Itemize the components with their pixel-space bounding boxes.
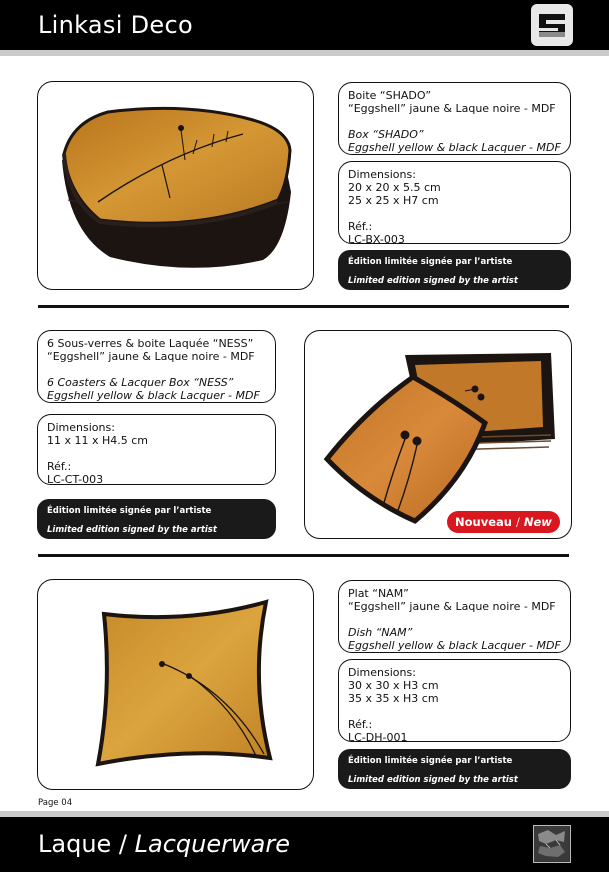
dimension-value: 11 x 11 x H4.5 cm (47, 434, 149, 447)
brand-name: Linkasi Deco (38, 11, 193, 39)
section-divider (38, 554, 569, 557)
page-number: Page 04 (38, 798, 73, 808)
product-description (37, 330, 276, 403)
product-specs (338, 161, 571, 244)
limited-edition-badge (338, 749, 571, 789)
product-name-fr: Boite “SHADO” (348, 89, 432, 102)
product-name-en: Box “SHADO” (348, 128, 424, 141)
new-badge-en: New (523, 515, 552, 529)
dimensions-label: Dimensions: (348, 666, 416, 679)
product-name-fr: 6 Sous-verres & boite Laquée “NESS” (47, 337, 254, 350)
product-material-fr: “Eggshell” jaune & Laque noire - MDF (47, 350, 255, 363)
section-title-fr: Laque / (38, 830, 128, 858)
section-title (38, 830, 290, 858)
limited-edition-badge (37, 499, 276, 539)
limited-edition-fr: Édition limitée signée par l’artiste (47, 506, 212, 516)
section-title-en: Lacquerware (134, 830, 290, 858)
product-name-en: 6 Coasters & Lacquer Box “NESS” (47, 376, 234, 389)
limited-edition-en: Limited edition signed by the artist (348, 775, 518, 785)
dimension-value: 30 x 30 x H3 cm (348, 679, 439, 692)
header-band (0, 50, 609, 56)
page-footer (0, 817, 609, 872)
section-divider (38, 305, 569, 308)
product-description (338, 580, 571, 653)
product-specs (338, 659, 571, 742)
new-badge-separator: / (515, 515, 520, 529)
product-name-fr: Plat “NAM” (348, 587, 409, 600)
dimension-value: 20 x 20 x 5.5 cm (348, 181, 441, 194)
ref-value: LC-DH-001 (348, 731, 408, 742)
product-material-en: Eggshell yellow & black Lacquer - MDF (348, 639, 561, 652)
product-image-nam-dish (37, 579, 314, 790)
brand-logo-icon (531, 4, 573, 46)
ref-value: LC-CT-003 (47, 473, 104, 485)
product-image-shado-box (37, 81, 314, 290)
product-name-en: Dish “NAM” (348, 626, 413, 639)
product-material-en: Eggshell yellow & black Lacquer - MDF (47, 389, 260, 402)
ref-label: Réf.: (47, 460, 72, 473)
dimensions-label: Dimensions: (348, 168, 416, 181)
product-specs (37, 414, 276, 485)
page-header (0, 0, 609, 50)
dimensions-label: Dimensions: (47, 421, 115, 434)
ref-value: LC-BX-003 (348, 233, 405, 244)
limited-edition-en: Limited edition signed by the artist (348, 276, 518, 286)
new-badge-fr: Nouveau (455, 515, 512, 529)
ref-label: Réf.: (348, 220, 373, 233)
product-material-fr: “Eggshell” jaune & Laque noire - MDF (348, 102, 556, 115)
product-description (338, 82, 571, 155)
product-material-en: Eggshell yellow & black Lacquer - MDF (348, 141, 561, 154)
dimension-value: 25 x 25 x H7 cm (348, 194, 439, 207)
lacquer-texture-icon (533, 825, 571, 863)
limited-edition-badge (338, 250, 571, 290)
new-badge (447, 511, 560, 533)
ref-label: Réf.: (348, 718, 373, 731)
product-material-fr: “Eggshell” jaune & Laque noire - MDF (348, 600, 556, 613)
product-image-ness-coasters (304, 330, 572, 539)
limited-edition-fr: Édition limitée signée par l’artiste (348, 756, 513, 766)
dimension-value: 35 x 35 x H3 cm (348, 692, 439, 705)
limited-edition-fr: Édition limitée signée par l’artiste (348, 257, 513, 267)
limited-edition-en: Limited edition signed by the artist (47, 525, 217, 535)
